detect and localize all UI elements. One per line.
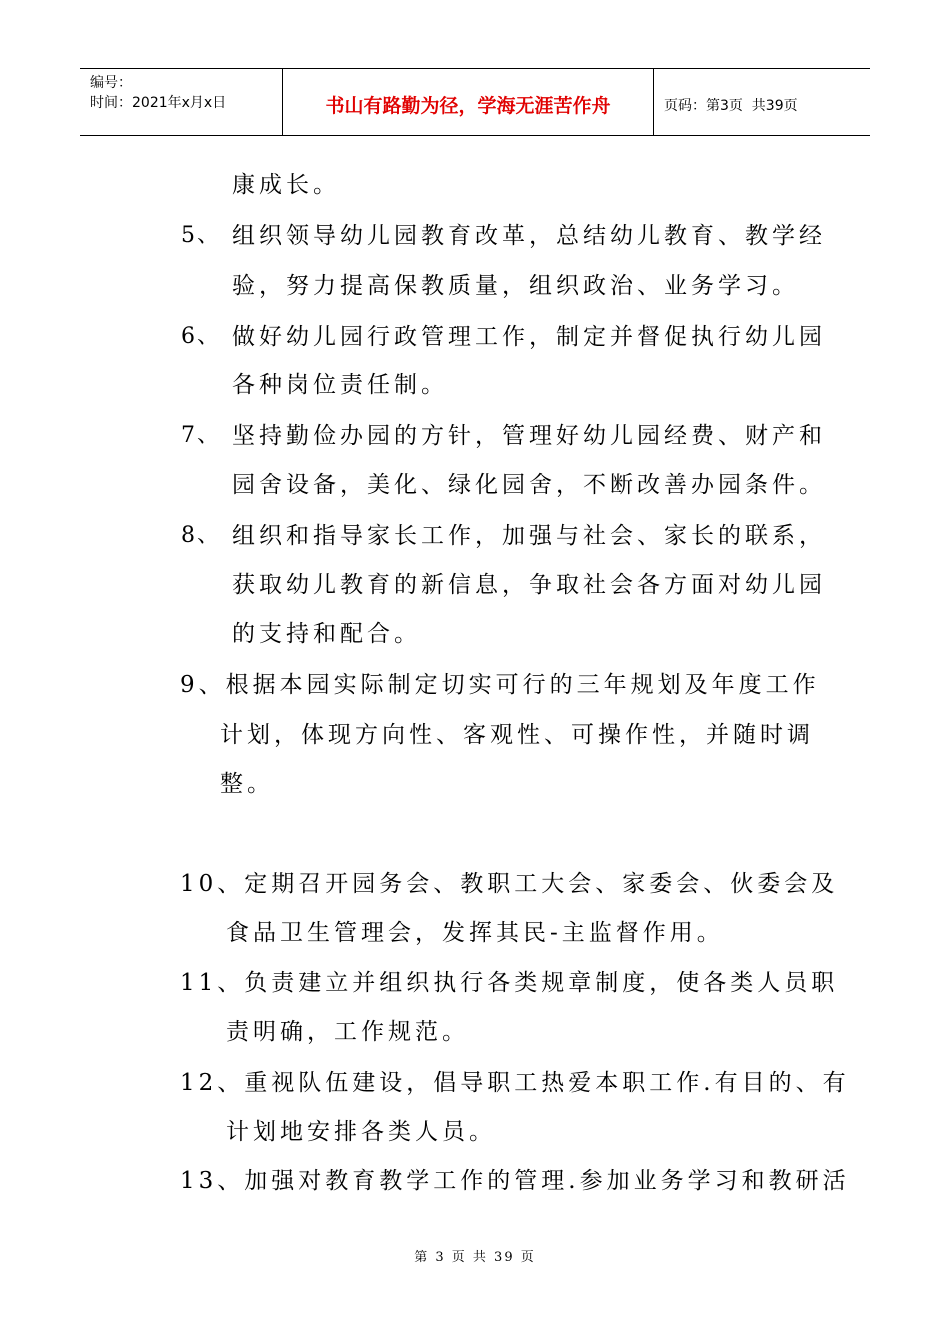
text-line: 做好幼儿园行政管理工作，制定并督促执行幼儿园	[232, 324, 826, 350]
text-line: 计划地安排各类人员。	[226, 1119, 496, 1145]
header-page-info	[654, 69, 870, 135]
item-number: 8、	[181, 523, 221, 548]
page-footer: 第 3 页 共 39 页	[414, 1250, 536, 1265]
date-label: 时间：2021年x月x日	[90, 95, 227, 111]
text-line: 康成长。	[232, 172, 340, 198]
text-line: 园舍设备，美化、绿化园舍，不断改善办园条件。	[232, 472, 826, 498]
item-number: 5、	[181, 223, 221, 248]
item-number: 7、	[181, 423, 221, 448]
text-line: 食品卫生管理会，发挥其民-主监督作用。	[226, 920, 724, 946]
text-line: 坚持勤俭办园的方针，管理好幼儿园经费、财产和	[232, 423, 826, 449]
text-line: 验，努力提高保教质量，组织政治、业务学习。	[232, 273, 799, 299]
page-info-text: 页码：第3页 共39页	[664, 98, 798, 114]
text-line: 组织领导幼儿园教育改革，总结幼儿教育、教学经	[232, 223, 826, 249]
text-line: 10、定期召开园务会、教职工大会、家委会、伙委会及	[180, 871, 839, 897]
text-line: 责明确，工作规范。	[226, 1019, 469, 1045]
text-line: 获取幼儿教育的新信息，争取社会各方面对幼儿园	[232, 572, 826, 598]
item-number: 6、	[181, 324, 221, 349]
text-line: 11、负责建立并组织执行各类规章制度，使各类人员职	[180, 970, 839, 996]
number-label: 编号：	[90, 75, 132, 91]
text-line: 的支持和配合。	[232, 621, 421, 647]
text-line: 9、根据本园实际制定切实可行的三年规划及年度工作	[180, 672, 820, 698]
header-meta	[80, 69, 283, 135]
text-line: 各种岗位责任制。	[232, 372, 448, 398]
text-line: 12、重视队伍建设，倡导职工热爱本职工作.有目的、有	[180, 1070, 850, 1096]
document-header	[80, 68, 870, 136]
header-motto: 书山有路勤为径，学海无涯苦作舟	[283, 69, 654, 135]
text-line: 整。	[220, 771, 274, 797]
text-line: 13、加强对教育教学工作的管理.参加业务学习和教研活	[180, 1168, 850, 1194]
text-line: 组织和指导家长工作，加强与社会、家长的联系，	[232, 523, 826, 549]
text-line: 计划，体现方向性、客观性、可操作性，并随时调	[220, 722, 814, 748]
